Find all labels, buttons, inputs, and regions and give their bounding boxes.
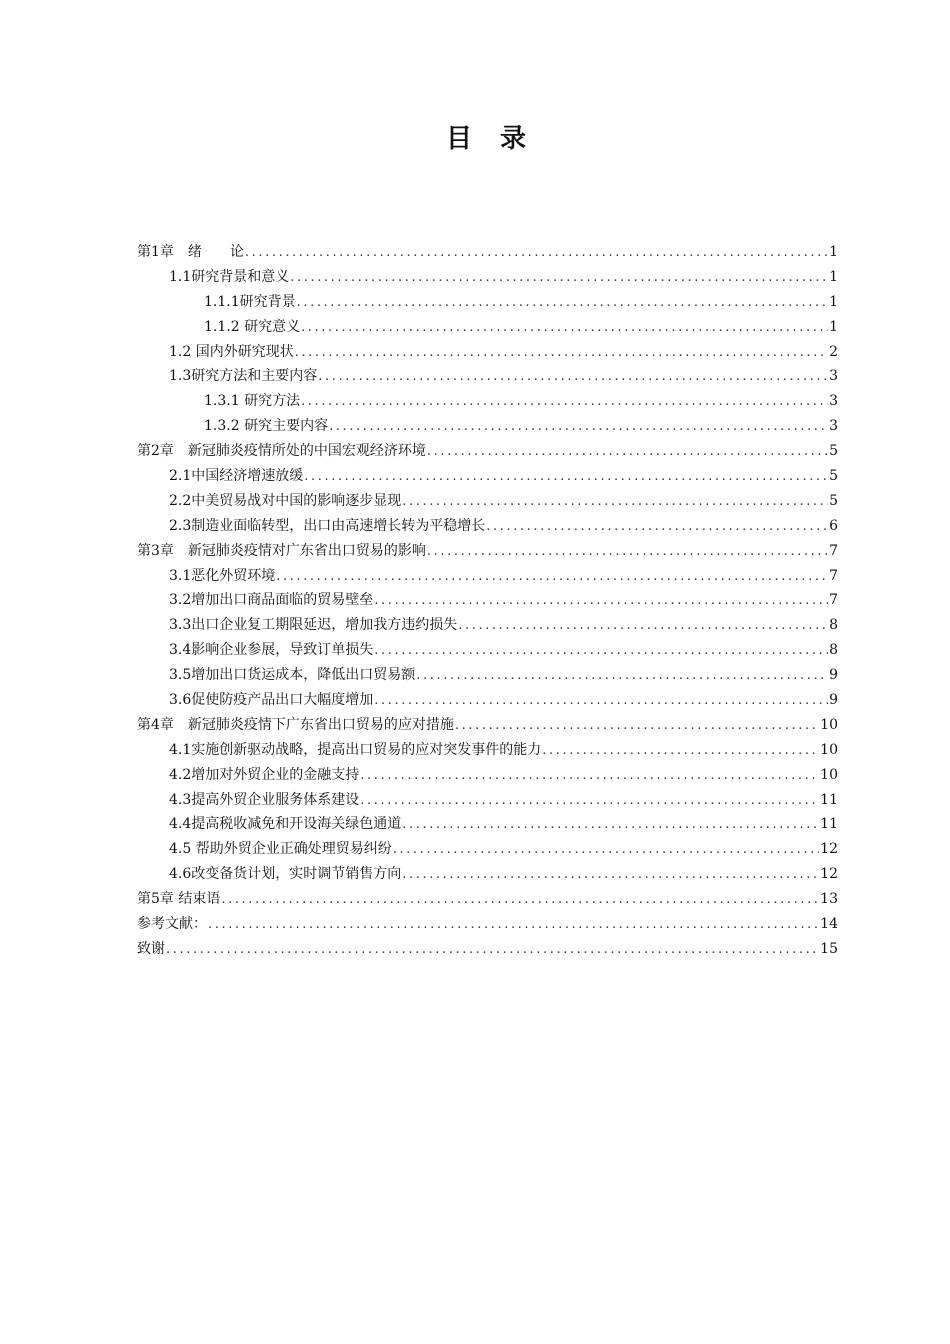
toc-entry[interactable] xyxy=(137,713,838,738)
toc-entry-text: 4.4提高税收减免和开设海关绿色通道 xyxy=(169,816,402,833)
toc-entry[interactable] xyxy=(137,414,838,439)
toc-leader-dots xyxy=(208,913,819,938)
toc-leader-dots xyxy=(458,614,828,639)
toc-page-number: 8 xyxy=(829,617,838,634)
toc-page-number: 3 xyxy=(829,418,838,435)
toc-leader-dots xyxy=(166,938,819,963)
toc-entry-text: 1.3研究方法和主要内容 xyxy=(169,368,318,385)
toc-entry[interactable] xyxy=(137,464,838,489)
toc-list xyxy=(137,240,838,962)
toc-entry-text: 1.3.1 研究方法 xyxy=(204,393,301,410)
toc-entry[interactable] xyxy=(137,788,838,813)
toc-entry-text: 1.1研究背景和意义 xyxy=(169,268,290,285)
toc-entry-text: 3.1恶化外贸环境 xyxy=(169,567,276,584)
toc-leader-dots xyxy=(402,813,819,838)
toc-entry[interactable] xyxy=(137,489,838,514)
toc-entry[interactable] xyxy=(137,862,838,887)
toc-entry[interactable] xyxy=(137,588,838,613)
toc-entry-text: 4.3提高外贸企业服务体系建设 xyxy=(169,791,360,808)
toc-entry-text: 3.2增加出口商品面临的贸易壁垒 xyxy=(169,592,374,609)
toc-entry-text: 2.2中美贸易战对中国的影响逐步显现 xyxy=(169,492,402,509)
toc-leader-dots xyxy=(455,714,819,739)
toc-entry[interactable] xyxy=(137,613,838,638)
toc-entry[interactable] xyxy=(137,812,838,837)
toc-entry-text: 1.3.2 研究主要内容 xyxy=(204,418,329,435)
toc-entry[interactable] xyxy=(137,240,838,265)
toc-entry-text: 4.2增加对外贸企业的金融支持 xyxy=(169,766,360,783)
toc-entry-text: 第2章 新冠肺炎疫情所处的中国宏观经济环境 xyxy=(137,443,426,460)
toc-leader-dots xyxy=(304,465,828,490)
toc-leader-dots xyxy=(318,365,828,390)
toc-page-number: 10 xyxy=(820,716,838,733)
toc-entry[interactable] xyxy=(137,912,838,937)
toc-entry-text: 4.1实施创新驱动战略，提高出口贸易的应对突发事件的能力 xyxy=(169,741,542,758)
toc-entry[interactable] xyxy=(137,887,838,912)
toc-leader-dots xyxy=(276,565,828,590)
toc-title-char: 目 xyxy=(445,124,474,154)
toc-title xyxy=(0,118,950,155)
toc-entry[interactable] xyxy=(137,315,838,340)
toc-page-number: 11 xyxy=(820,816,838,833)
toc-page-number: 8 xyxy=(829,642,838,659)
toc-page-number: 14 xyxy=(820,916,838,933)
toc-entry[interactable] xyxy=(137,638,838,663)
toc-leader-dots xyxy=(297,291,828,316)
toc-entry-text: 2.1中国经济增速放缓 xyxy=(169,468,304,485)
toc-page-number: 1 xyxy=(829,293,838,310)
toc-entry-text: 参考文献： xyxy=(137,916,207,933)
toc-leader-dots xyxy=(393,838,819,863)
toc-page-number: 15 xyxy=(820,940,838,957)
toc-page-number: 1 xyxy=(829,244,838,260)
toc-leader-dots xyxy=(416,664,828,689)
toc-leader-dots xyxy=(374,639,828,664)
toc-leader-dots xyxy=(295,341,828,366)
toc-page-number: 5 xyxy=(829,492,838,509)
toc-page-number: 10 xyxy=(820,741,838,758)
toc-page-number: 11 xyxy=(820,791,838,808)
toc-leader-dots xyxy=(402,490,828,515)
toc-entry-text: 致谢 xyxy=(137,940,165,957)
toc-entry[interactable] xyxy=(137,663,838,688)
toc-entry-text: 第5章 结束语 xyxy=(137,891,221,908)
toc-leader-dots xyxy=(427,440,828,465)
toc-entry[interactable] xyxy=(137,389,838,414)
toc-page-number: 6 xyxy=(829,517,838,534)
toc-leader-dots xyxy=(290,266,828,291)
toc-page-number: 5 xyxy=(829,443,838,460)
toc-leader-dots xyxy=(221,888,819,913)
toc-entry-text: 1.1.2 研究意义 xyxy=(204,318,301,335)
toc-entry-text: 2.3制造业面临转型，出口由高速增长转为平稳增长 xyxy=(169,517,486,534)
toc-leader-dots xyxy=(301,390,828,415)
toc-page-number: 3 xyxy=(829,368,838,385)
toc-entry-text: 第4章 新冠肺炎疫情下广东省出口贸易的应对措施 xyxy=(137,716,454,733)
toc-entry-text: 3.5增加出口货运成本，降低出口贸易额 xyxy=(169,667,416,684)
toc-page-number: 12 xyxy=(820,841,838,858)
toc-entry-text: 1.2 国内外研究现状 xyxy=(169,343,294,360)
toc-entry[interactable] xyxy=(137,265,838,290)
toc-leader-dots xyxy=(374,589,828,614)
toc-entry-text: 第1章 绪 论 xyxy=(137,244,244,260)
toc-page-number: 10 xyxy=(820,766,838,783)
toc-leader-dots xyxy=(245,241,828,266)
toc-leader-dots xyxy=(301,316,828,341)
toc-entry[interactable] xyxy=(137,340,838,365)
toc-entry[interactable] xyxy=(137,738,838,763)
toc-page-number: 3 xyxy=(829,393,838,410)
toc-entry-text: 3.6促使防疫产品出口大幅度增加 xyxy=(169,692,374,709)
toc-entry[interactable] xyxy=(137,290,838,315)
toc-entry[interactable] xyxy=(137,688,838,713)
toc-page-number: 1 xyxy=(829,268,838,285)
toc-leader-dots xyxy=(374,689,828,714)
toc-title-char: 录 xyxy=(500,124,529,154)
toc-page-number: 7 xyxy=(829,567,838,584)
toc-entry-text: 4.5 帮助外贸企业正确处理贸易纠纷 xyxy=(169,841,392,858)
toc-page-number: 9 xyxy=(829,667,838,684)
toc-page-number: 1 xyxy=(829,318,838,335)
toc-entry[interactable] xyxy=(137,514,838,539)
toc-entry[interactable] xyxy=(137,539,838,564)
toc-entry[interactable] xyxy=(137,364,838,389)
toc-leader-dots xyxy=(360,764,819,789)
toc-page-number: 12 xyxy=(820,866,838,883)
toc-page-number: 13 xyxy=(820,891,838,908)
toc-leader-dots xyxy=(427,540,828,565)
toc-leader-dots xyxy=(402,863,819,888)
toc-leader-dots xyxy=(486,515,828,540)
toc-entry[interactable] xyxy=(137,439,838,464)
toc-entry-text: 3.4影响企业参展，导致订单损失 xyxy=(169,642,374,659)
toc-page-number: 9 xyxy=(829,692,838,709)
toc-leader-dots xyxy=(542,739,819,764)
toc-entry-text: 4.6改变备货计划，实时调节销售方向 xyxy=(169,866,402,883)
toc-page-number: 5 xyxy=(829,468,838,485)
toc-entry[interactable] xyxy=(137,937,838,962)
toc-entry-text: 3.3出口企业复工期限延迟，增加我方违约损失 xyxy=(169,617,458,634)
toc-page-number: 7 xyxy=(829,542,838,559)
toc-page-number: 7 xyxy=(829,592,838,609)
toc-leader-dots xyxy=(360,789,819,814)
toc-entry-text: 1.1.1研究背景 xyxy=(204,293,296,310)
toc-entry[interactable] xyxy=(137,564,838,589)
toc-entry[interactable] xyxy=(137,763,838,788)
toc-entry-text: 第3章 新冠肺炎疫情对广东省出口贸易的影响 xyxy=(137,542,426,559)
toc-page-number: 2 xyxy=(829,343,838,360)
toc-entry[interactable] xyxy=(137,837,838,862)
toc-leader-dots xyxy=(329,415,828,440)
